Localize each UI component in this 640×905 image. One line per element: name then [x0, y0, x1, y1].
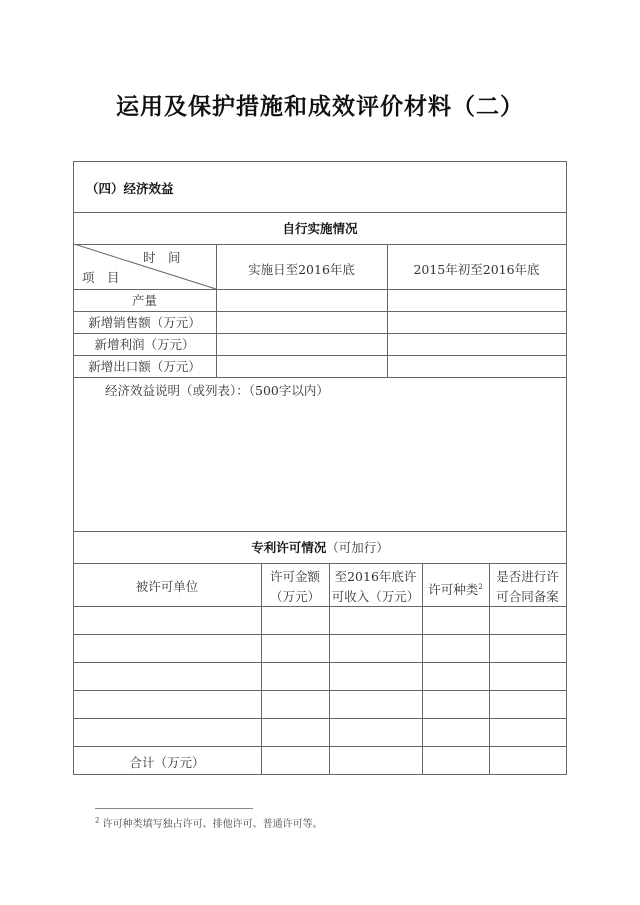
total-label: 合计（万元） [129, 755, 205, 770]
license-row[interactable] [74, 691, 566, 718]
col-contract-filing-l1: 是否进行许 [496, 569, 559, 584]
row-label-new-sales: 新增销售额（万元） [88, 315, 201, 330]
explain-text-area[interactable] [74, 400, 566, 530]
license-row[interactable] [74, 663, 566, 690]
license-header-title: 专利许可情况 [251, 540, 327, 555]
col-license-income-l2: 可收入（万元） [331, 589, 420, 604]
col-license-amount-l2: （万元） [269, 589, 320, 604]
footnote-text: 许可种类填写独占许可、排他许可、普通许可等。 [102, 819, 323, 830]
cell-sales-2015-2016[interactable] [388, 312, 566, 333]
license-row[interactable] [74, 607, 566, 634]
license-row[interactable] [74, 719, 566, 746]
license-row[interactable] [74, 635, 566, 662]
rule-explain [73, 531, 567, 532]
col-license-type [422, 579, 489, 598]
cell-profit-2015-2016[interactable] [388, 334, 566, 355]
col-license-amount-l1: 许可金额 [269, 569, 320, 584]
col-header-2015-2016: 2015年初至2016年底 [413, 262, 540, 277]
cell-export-since-impl[interactable] [217, 356, 387, 377]
footnote-ref: 2 [478, 583, 483, 591]
cell-output-2015-2016[interactable] [388, 290, 566, 311]
self-impl-header: 自行实施情况 [282, 221, 358, 236]
rule-section [73, 212, 567, 213]
explain-label: 经济效益说明（或列表）：（500字以内） [105, 383, 329, 398]
license-header-note: （可加行） [326, 540, 389, 555]
col-header-since-impl: 实施日至2016年底 [248, 262, 355, 277]
col-contract-filing-l2: 可合同备案 [496, 589, 559, 604]
col-license-income-l1: 至2016年底许 [334, 569, 417, 584]
rule-row-4 [73, 377, 567, 378]
row-label-output: 产量 [131, 293, 157, 308]
footnote-mark: 2 [95, 816, 100, 825]
total-row-cells[interactable] [262, 747, 566, 774]
table-border-bottom [73, 774, 567, 775]
page-title: 运用及保护措施和成效评价材料（二） [116, 94, 524, 120]
corner-item-label: 项 目 [82, 270, 120, 285]
section-label: （四）经济效益 [86, 181, 174, 196]
license-header [73, 540, 567, 556]
footnote [95, 815, 323, 830]
corner-time-label: 时 间 [143, 250, 181, 265]
col-licensee: 被许可单位 [135, 579, 199, 594]
table-border-right [566, 161, 567, 775]
row-label-new-profit: 新增利润（万元） [94, 337, 195, 352]
cell-profit-since-impl[interactable] [217, 334, 387, 355]
cell-sales-since-impl[interactable] [217, 312, 387, 333]
table-border-top [73, 161, 567, 162]
row-label-new-export: 新增出口额（万元） [88, 359, 201, 374]
col-license-type-label: 许可种类 [428, 582, 479, 598]
footnote-separator [95, 808, 253, 809]
cell-export-2015-2016[interactable] [388, 356, 566, 377]
rule-license-header [73, 563, 567, 564]
cell-output-since-impl[interactable] [217, 290, 387, 311]
